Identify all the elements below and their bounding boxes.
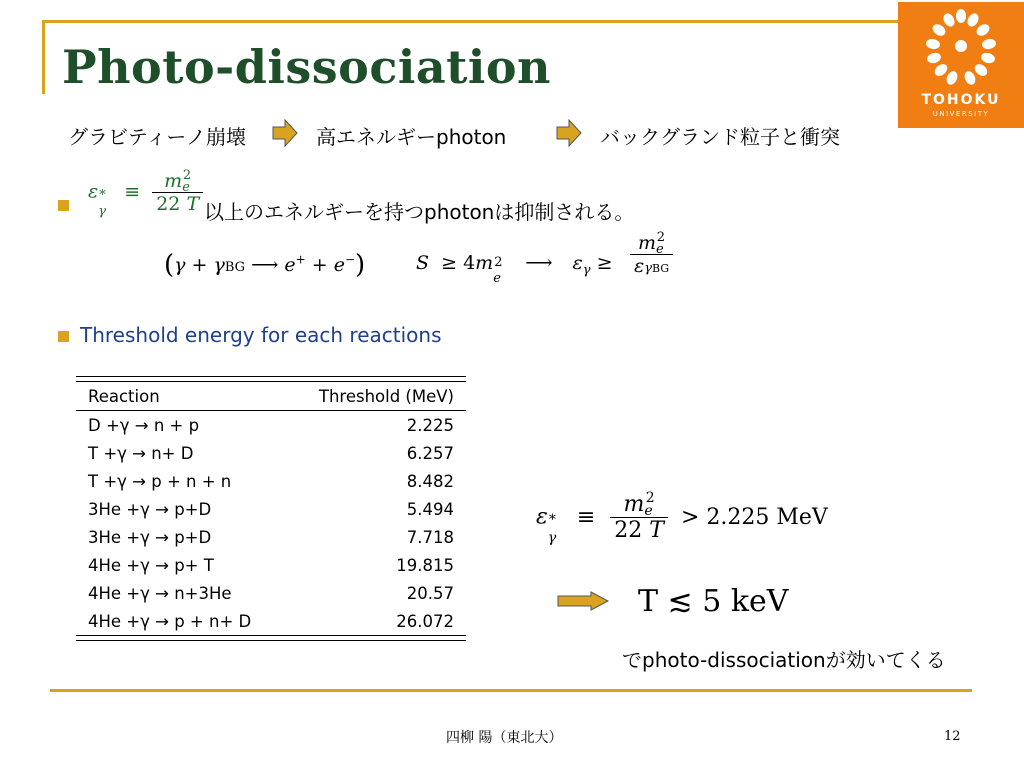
table-body (76, 411, 466, 635)
reaction-cell: D +γ → n + p (88, 415, 200, 435)
threshold-cell: 5.494 (406, 499, 454, 519)
s-condition-formula: S ≥ 4m 2 e ⟶ $\varepsilon_\gamma$ ≥ (416, 252, 613, 286)
bullet-square (58, 200, 69, 211)
temperature-result: T ≲ 5 keV (638, 584, 789, 619)
threshold-cell: 19.815 (396, 555, 454, 575)
bullet-2-text: Threshold energy for each reactions (80, 323, 442, 347)
threshold-cell: 7.718 (406, 527, 454, 547)
threshold-value: > 2.225 MeV (680, 504, 828, 530)
footer-author: 四柳 陽（東北大） (446, 730, 563, 746)
footer-line (50, 689, 972, 692)
threshold-cell: 8.482 (406, 471, 454, 491)
result-arrow-icon (557, 591, 609, 611)
logo-sub: UNIVERSITY (932, 110, 990, 118)
threshold-cell: 20.57 (406, 583, 454, 603)
table-row (76, 523, 466, 551)
frame-top-line (42, 20, 902, 23)
table-row (76, 411, 466, 439)
table-row (76, 579, 466, 607)
epsilon-threshold-value-formula: ε * γ ≡ $\frac{me^2}{22 T}$ > 2.225 MeV (536, 490, 828, 546)
table-header-row (76, 382, 466, 410)
pair-production-formula: (γ + γBG ⟶ e+ + e−) (164, 250, 366, 280)
flow-arrow-icon (556, 119, 582, 147)
flow-step-1: グラビティーノ崩壊 (68, 125, 246, 149)
threshold-table (76, 376, 466, 641)
slide-title: Photo-dissociation (62, 40, 551, 94)
flow-arrow-icon (272, 119, 298, 147)
table-bottom-rule (76, 635, 466, 641)
reaction-cell: 4He +γ → p + n+ D (88, 611, 252, 631)
column-header-reaction: Reaction (88, 386, 160, 406)
tohoku-university-logo (898, 2, 1024, 128)
column-header-threshold: Threshold (MeV) (318, 386, 454, 406)
reaction-cell: T +γ → n+ D (88, 443, 194, 463)
table-row (76, 495, 466, 523)
reaction-cell: 3He +γ → p+D (88, 499, 212, 519)
bullet-square (58, 331, 69, 342)
logo-name: TOHOKU (921, 92, 1001, 108)
epsilon-threshold-formula: ε * γ ≡ $\frac{m_e^2}{22 T}$ (88, 170, 203, 215)
reaction-cell: 3He +γ → p+D (88, 527, 212, 547)
table-row (76, 467, 466, 495)
conclusion-text: でphoto-dissociationが効いてくる (622, 648, 946, 672)
frame-left-line (42, 20, 45, 94)
page-number: 12 (944, 729, 961, 744)
threshold-cell: 6.257 (406, 443, 454, 463)
threshold-cell: 2.225 (406, 415, 454, 435)
table-row (76, 607, 466, 635)
bg-photon-fraction: $\frac{m_e^2}{\text{εγBG}}$ (630, 232, 673, 277)
table-row (76, 439, 466, 467)
reaction-cell: 4He +γ → p+ T (88, 555, 214, 575)
threshold-cell: 26.072 (396, 611, 454, 631)
reaction-cell: 4He +γ → n+3He (88, 583, 232, 603)
reaction-cell: T +γ → p + n + n (88, 471, 232, 491)
table-row (76, 551, 466, 579)
flow-step-3: バックグランド粒子と衝突 (600, 125, 840, 149)
flow-step-2: 高エネルギーphoton (316, 125, 507, 149)
bullet-1-text: 以上のエネルギーを持つphotonは抑制される。 (204, 200, 635, 224)
wreath-icon (921, 8, 1001, 88)
